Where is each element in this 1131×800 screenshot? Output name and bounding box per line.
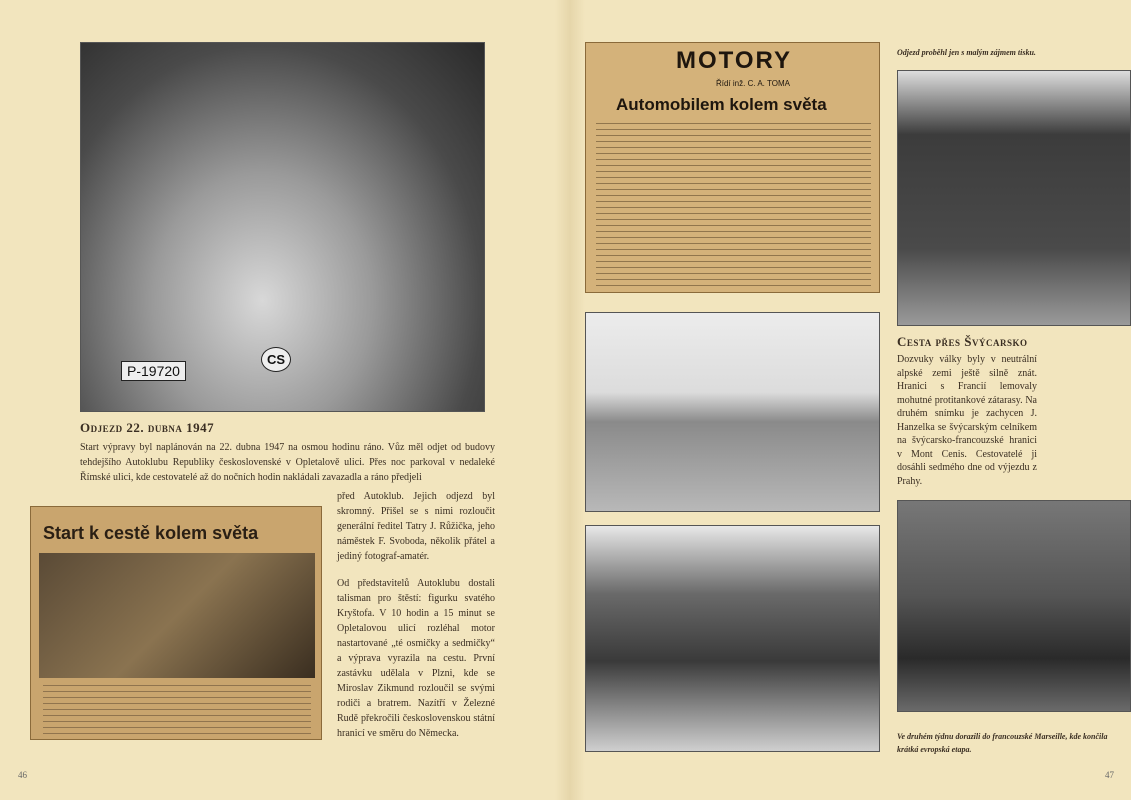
clipping-masthead: MOTORY bbox=[676, 47, 793, 74]
body-text-full: Start výpravy byl naplánován na 22. dubna 1947 na osmou hodinu ráno. Vůz měl odjet od budovy tehdejšího Autoklubu Republiky československé v Opletalově ulici. Přes noc parkoval v nedaleké Římské ulici, kde cestovatelé až do nočních hodin nakládali zavazadla a ráno předjeli bbox=[80, 442, 495, 483]
photo-tatra-departure bbox=[80, 42, 485, 412]
photo-swiss-road bbox=[897, 70, 1131, 326]
clipping-text bbox=[43, 685, 311, 735]
body-text-switzerland: Dozvuky války byly v neutrální alpské zemi ještě silně znát. Hranici s Francií lemovaly mohutné protitankové zátarasy. Na druhém snímku je zachycen J. Hanzelka se švýcarským celníkem na švýcarsko-francouzské hranici v Mont Cenis. Cestovatelé ji dosáhli sedmého dne od výjezdu z Prahy. bbox=[897, 354, 1037, 487]
license-plate: P-19720 bbox=[121, 361, 186, 381]
body-text-column bbox=[337, 489, 495, 741]
page-number-left: 46 bbox=[18, 770, 27, 780]
clipping-headline: Start k cestě kolem světa bbox=[43, 523, 259, 543]
newspaper-clipping-motory bbox=[585, 42, 880, 293]
section-heading-departure: Odjezd 22. dubna 1947 bbox=[80, 420, 215, 435]
newspaper-clipping-start bbox=[30, 506, 322, 740]
clipping-headline: Automobilem kolem světa bbox=[616, 95, 827, 114]
clipping-editor: Řídí inž. C. A. TOMA bbox=[716, 79, 790, 88]
photo-marseille-crowd bbox=[897, 500, 1131, 712]
body-text-col1: před Autoklub. Jejich odjezd byl skromný. Přišel se s nimi rozloučit generální ředitel Tatry J. Růžička, jeho náměstek F. Svoboda, několik přátel a jediný fotograf-amatér. bbox=[337, 491, 495, 562]
cs-badge: CS bbox=[261, 347, 291, 372]
page-number-right: 47 bbox=[1105, 770, 1114, 780]
body-text-col2: Od představitelů Autoklubu dostali talisman pro štěstí: figurku svatého Kryštofa. V 10 hodin a 15 minut se Opletalovou ulicí rozléhal motor nastartované „té osmičky a sedmičky“ a výprava vyrazila na cestu. První zastávku udělala v Plzni, kde se Miroslav Zikmund rozloučil se svými rodiči a bratrem. Nazítří v Železné Rudě překročili československou státní hranicí ve směru do Německa. bbox=[337, 578, 495, 739]
section-heading-switzerland: Cesta přes Švýcarsko bbox=[897, 334, 1028, 349]
caption-bottom: Ve druhém týdnu dorazili do francouzské Marseille, kde končila krátká evropská etapa. bbox=[897, 732, 1108, 754]
clipping-photo bbox=[39, 553, 315, 678]
photo-marseille-palms bbox=[585, 525, 880, 752]
caption-top: Odjezd proběhl jen s malým zájmem tisku. bbox=[897, 48, 1036, 57]
page-fold bbox=[555, 0, 585, 800]
clipping-text bbox=[596, 123, 871, 288]
photo-border-customs bbox=[585, 312, 880, 512]
